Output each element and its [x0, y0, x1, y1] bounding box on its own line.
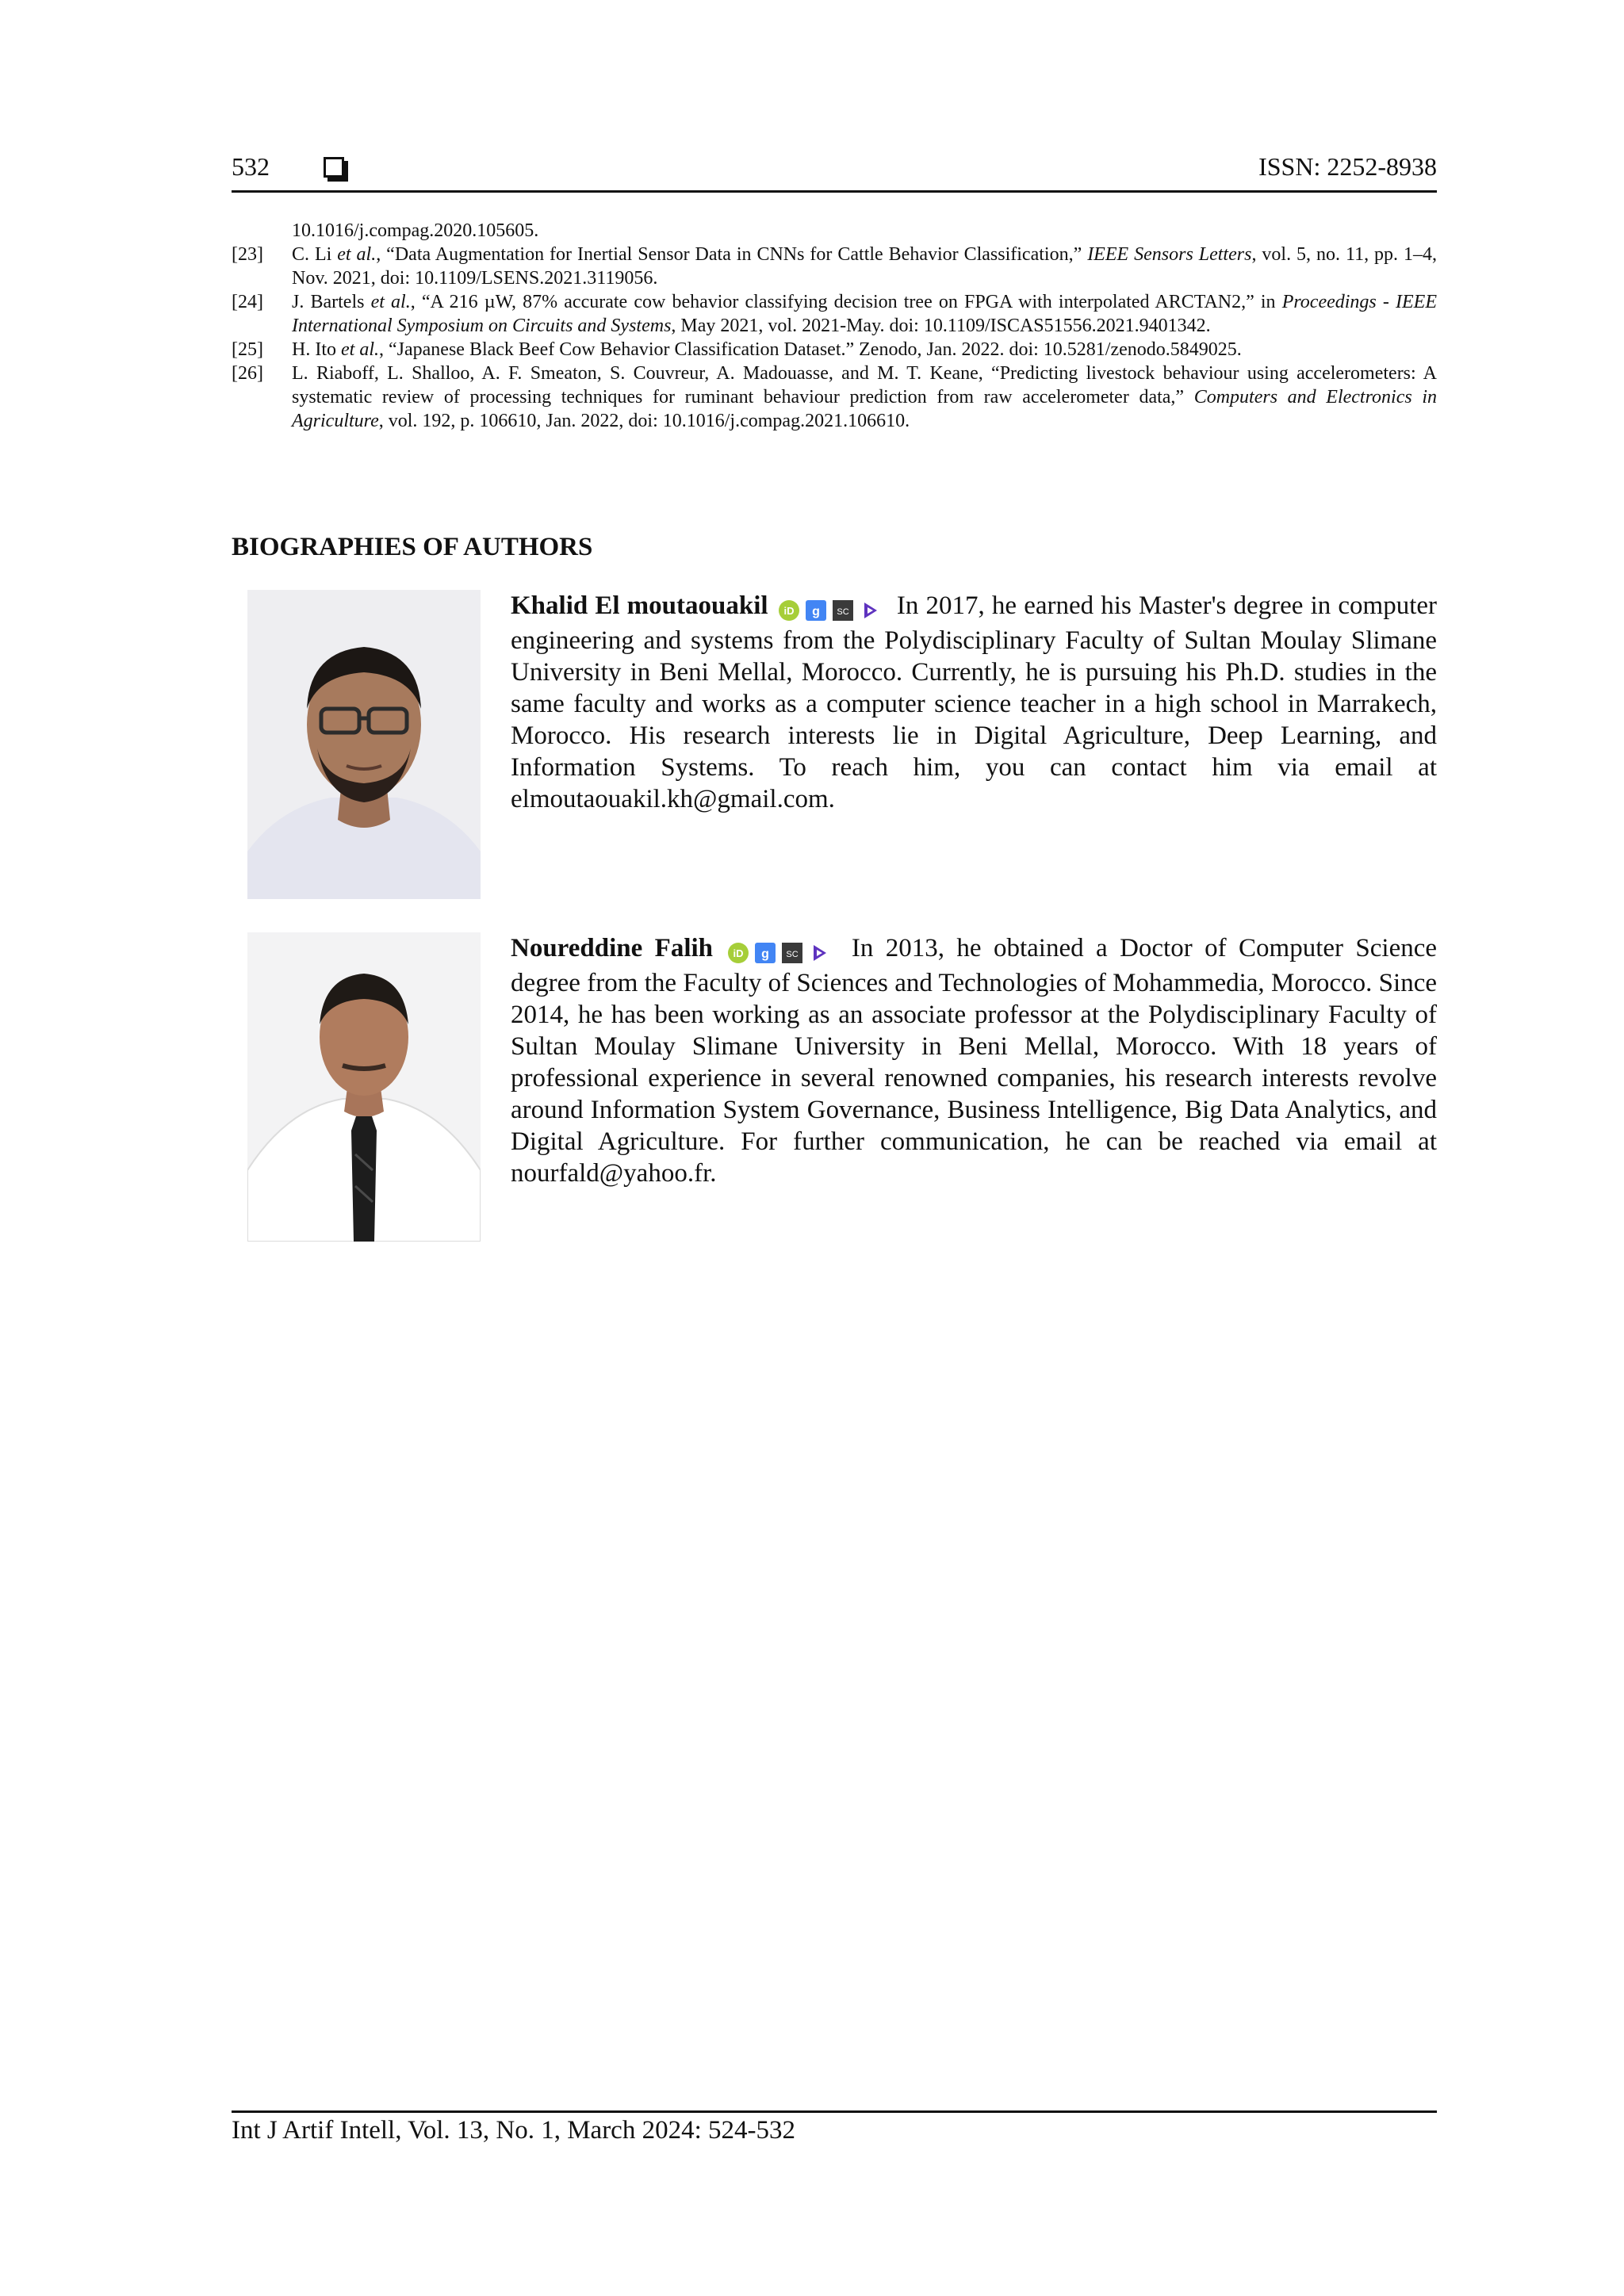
reference-item: [26] L. Riaboff, L. Shalloo, A. F. Smeaton, S. Couvreur, A. Madouasse, and M. T. Keane, “Predicting livestock behaviour using accelerometers: A systematic review of processing techniques for ruminant behaviour prediction from raw accelerometer data,” Computers and Electronics in Agriculture, vol. 192, p. 106610, Jan. 2022, doi: 10.1016/j.compag.2021.106610.	[232, 363, 1437, 431]
author-photo	[247, 590, 481, 899]
svg-text:SC: SC	[786, 950, 799, 960]
google-scholar-icon[interactable]	[755, 943, 776, 963]
scopus-icon[interactable]	[782, 943, 802, 963]
reference-number: [26]	[232, 363, 263, 384]
svg-text:g: g	[761, 947, 770, 962]
author-bio-body: In 2013, he obtained a Doctor of Computer Science degree from the Faculty of Sciences and Technologies of Mohammedia, Morocco. Since 2014, he has been working as an associate professor at the Polydisciplinary Faculty of Sultan Moulay Slimane University in Beni Mellal, Morocco. With 18 years of professional experience in several renowned companies, his research interests revolve around Information System Governance, Business Intelligence, Big Data Analytics, and Digital Agriculture. For further communication, he can be reached via email at nourfald@yahoo.fr.	[511, 934, 1438, 1188]
author-portrait-illustration	[247, 590, 481, 899]
scopus-icon[interactable]	[833, 600, 853, 621]
reference-number: [25]	[232, 339, 263, 360]
svg-text:SC: SC	[837, 607, 849, 618]
author-bio-text	[511, 932, 1437, 1189]
author-portrait-illustration	[247, 932, 481, 1242]
reference-item: 10.1016/j.compag.2020.105605.	[292, 220, 539, 241]
reference-list	[232, 219, 1437, 433]
author-bio-text	[511, 590, 1437, 815]
section-heading: BIOGRAPHIES OF AUTHORS	[232, 533, 593, 561]
issn-label: ISSN: 2252-8938	[1258, 152, 1437, 181]
reference-item: [24] J. Bartels et al., “A 216 µW, 87% accurate cow behavior classifying decision tree on FPGA with interpolated ARCTAN2,” in Proceedings - IEEE International Symposium on Circuits and Systems, May 2021, vol. 2021-May. doi: 10.1109/ISCAS51556.2021.9401342.	[232, 292, 1437, 336]
svg-text:g: g	[811, 605, 820, 619]
author-photo	[247, 932, 481, 1242]
reference-item: [23] C. Li et al., “Data Augmentation for Inertial Sensor Data in CNNs for Cattle Behavior Classification,” IEEE Sensors Letters, vol. 5, no. 11, pp. 1–4, Nov. 2021, doi: 10.1109/LSENS.2021.3119056.	[232, 244, 1437, 289]
journal-footer	[232, 2110, 1437, 2145]
running-header	[232, 152, 1437, 193]
reference-number: [24]	[232, 292, 263, 312]
web-of-science-icon[interactable]	[809, 943, 829, 963]
page-number: 532	[232, 152, 270, 181]
web-of-science-icon[interactable]	[860, 600, 880, 621]
svg-text:iD: iD	[783, 605, 795, 618]
author-profile-badges	[728, 936, 836, 967]
reference-item: [25] H. Ito et al., “Japanese Black Beef Cow Behavior Classification Dataset.” Zenodo, Jan. 2022. doi: 10.5281/zenodo.5849025.	[232, 339, 1242, 360]
reference-number: [23]	[232, 244, 263, 265]
orcid-icon[interactable]	[728, 943, 749, 963]
journal-citation: Int J Artif Intell, Vol. 13, No. 1, March 2024: 524-532	[232, 2116, 795, 2145]
author-profile-badges	[779, 593, 887, 625]
box-marker-icon	[324, 157, 344, 178]
author-name: Khalid El moutaouakil	[511, 591, 768, 620]
google-scholar-icon[interactable]	[806, 600, 826, 621]
author-bio-body: In 2017, he earned his Master's degree in computer engineering and systems from the Polydisciplinary Faculty of Sultan Moulay Slimane University in Beni Mellal, Morocco. Currently, he is pursuing his Ph.D. studies in the same faculty and works as a computer science teacher in a high school in Marrakech, Morocco. His research interests lie in Digital Agriculture, Deep Learning, and Information Systems. To reach him, you can contact him via email at elmoutaouakil.kh@gmail.com.	[511, 591, 1438, 813]
orcid-icon[interactable]	[779, 600, 799, 621]
svg-text:iD: iD	[733, 947, 744, 960]
author-name: Noureddine Falih	[511, 934, 714, 962]
